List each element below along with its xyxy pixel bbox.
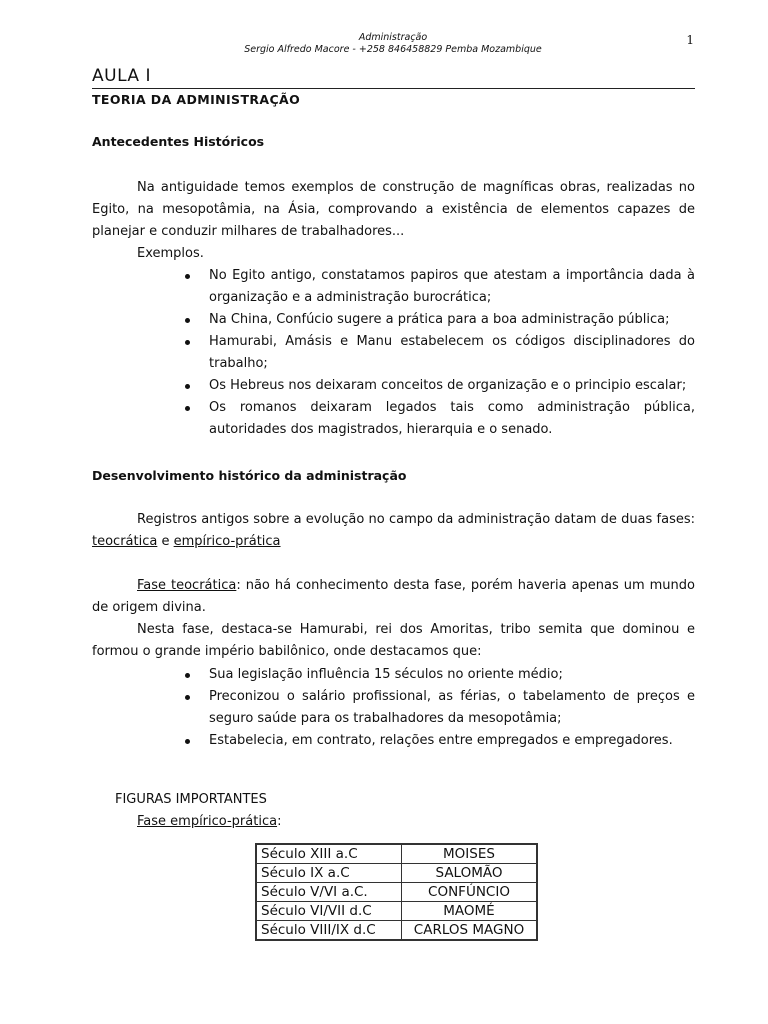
paragraph-fase-teocratica	[92, 575, 695, 619]
table-cell-seculo: Século VIII/IX d.C	[256, 921, 402, 941]
fase-teocratica-label: Fase teocrática	[137, 578, 237, 593]
table-cell-nome: MAOMÉ	[402, 902, 538, 921]
table-row	[256, 844, 537, 864]
paragraph-registros	[92, 509, 695, 553]
table-cell-nome: SALOMÃO	[402, 864, 538, 883]
list-item: No Egito antigo, constatamos papiros que atestam a importância dada à organização e a administração burocrática;	[185, 265, 695, 309]
figuras-heading: FIGURAS IMPORTANTES	[115, 792, 267, 807]
table-cell-nome: MOISES	[402, 844, 538, 864]
section-heading-antecedentes: Antecedentes Históricos	[92, 134, 265, 149]
figuras-table	[255, 843, 538, 941]
lesson-title: AULA I	[92, 66, 151, 86]
paragraph-hamurabi: Nesta fase, destaca-se Hamurabi, rei dos Amoritas, tribo semita que dominou e formou o grande império babilônico, onde destacamos que:	[92, 622, 695, 659]
hamurabi-list	[185, 664, 695, 752]
table-row	[256, 902, 537, 921]
table-cell-nome: CARLOS MAGNO	[402, 921, 538, 941]
table-cell-seculo: Século XIII a.C	[256, 844, 402, 864]
list-item: Sua legislação influência 15 séculos no oriente médio;	[185, 664, 695, 686]
table-cell-nome: CONFÚNCIO	[402, 883, 538, 902]
list-item: Os Hebreus nos deixaram conceitos de organização e o principio escalar;	[185, 375, 695, 397]
header-author-line: Sergio Alfredo Macore - +258 846458829 Pemba Mozambique	[244, 44, 542, 55]
title-rule	[92, 88, 695, 89]
fase-empirico-colon: :	[277, 814, 282, 829]
paragraph-antiguidade: Na antiguidade temos exemplos de construção de magníficas obras, realizadas no Egito, na mesopotâmia, na Ásia, comprovando a existência de elementos capazes de planejar e conduzir milhares de trabalhadores...	[92, 180, 695, 239]
section-heading-desenvolvimento: Desenvolvimento histórico da administração	[92, 468, 407, 483]
fase-empirico-label	[137, 811, 537, 833]
table-row	[256, 883, 537, 902]
fase-empirico-text: Fase empírico-prática	[137, 814, 278, 829]
link-empirico-pratica[interactable]: empírico-prática	[173, 534, 281, 549]
list-item: Na China, Confúcio sugere a prática para a boa administração pública;	[185, 309, 695, 331]
link-teocratica[interactable]: teocrática	[92, 534, 158, 549]
exemplos-list	[185, 265, 695, 441]
list-item: Hamurabi, Amásis e Manu estabelecem os códigos disciplinadores do trabalho;	[185, 331, 695, 375]
registros-intro: Registros antigos sobre a evolução no campo da administração datam de duas fases:	[137, 512, 695, 527]
table-cell-seculo: Século VI/VII d.C	[256, 902, 402, 921]
list-item: Os romanos deixaram legados tais como administração pública, autoridades dos magistrados, hierarquia e o senado.	[185, 397, 695, 441]
page-header	[92, 32, 694, 56]
page-number: 1	[686, 33, 694, 47]
list-item: Preconizou o salário profissional, as férias, o tabelamento de preços e seguro saúde para os trabalhadores da mesopotâmia;	[185, 686, 695, 730]
fase-teocratica-text: : não há conhecimento desta fase, porém haveria apenas um mundo de origem divina.	[92, 578, 695, 615]
list-item: Estabelecia, em contrato, relações entre empregados e empregadores.	[185, 730, 695, 752]
lesson-subtitle: TEORIA DA ADMINISTRAÇÃO	[92, 92, 301, 107]
header-title: Administração	[358, 32, 428, 43]
connector-e: e	[161, 534, 170, 549]
table-row	[256, 864, 537, 883]
exemplos-label: Exemplos.	[137, 246, 204, 261]
table-row	[256, 921, 537, 941]
table-cell-seculo: Século IX a.C	[256, 864, 402, 883]
table-cell-seculo: Século V/VI a.C.	[256, 883, 402, 902]
